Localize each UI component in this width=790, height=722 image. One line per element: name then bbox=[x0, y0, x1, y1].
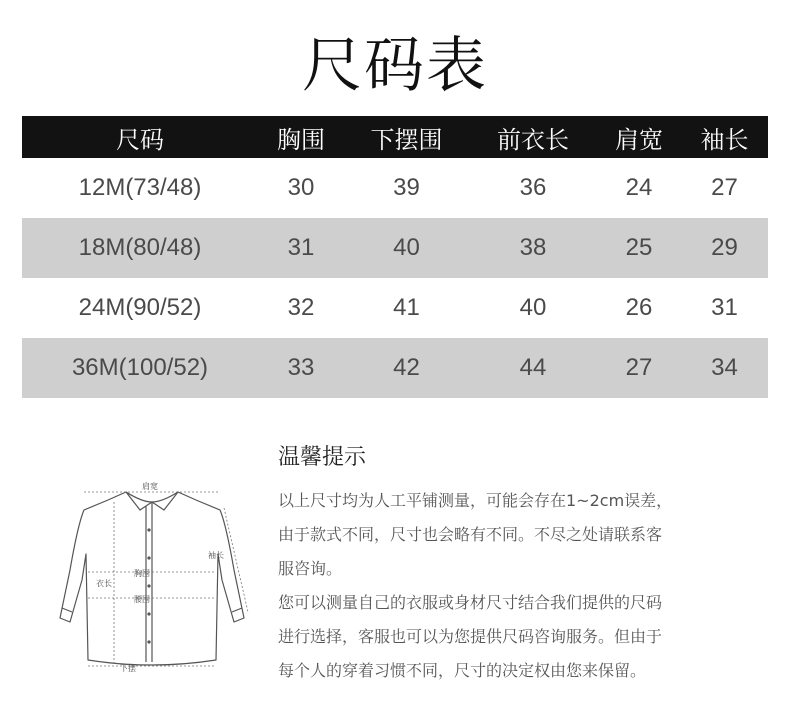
table-cell: 27 bbox=[711, 174, 738, 201]
page-title: 尺码表 bbox=[302, 31, 488, 101]
table-cell: 44 bbox=[519, 354, 547, 381]
table-cell: 40 bbox=[393, 234, 420, 261]
label-sleeve: 袖长 bbox=[208, 551, 224, 560]
label-hem: 下摆 bbox=[120, 664, 136, 672]
header-sleeve: 袖长 bbox=[700, 125, 749, 154]
table-row bbox=[22, 158, 768, 218]
table-cell: 31 bbox=[287, 234, 315, 261]
tips-line: 每个人的穿着习惯不同，尺寸的决定权由您来保留。 bbox=[278, 661, 647, 680]
tips-title: 温馨提示 bbox=[278, 445, 367, 470]
label-waist: 腰围 bbox=[134, 595, 150, 604]
table-cell: 39 bbox=[393, 174, 420, 201]
header-shoulder: 肩宽 bbox=[615, 125, 663, 154]
header-size: 尺码 bbox=[116, 125, 164, 154]
size-table bbox=[22, 116, 768, 398]
table-cell: 41 bbox=[393, 294, 420, 321]
table-cell: 40 bbox=[519, 294, 547, 321]
table-cell: 33 bbox=[287, 354, 315, 381]
table-row bbox=[22, 338, 768, 398]
tips-text bbox=[278, 484, 748, 688]
table-cell: 34 bbox=[711, 354, 738, 381]
label-chest: 胸围 bbox=[134, 569, 150, 578]
tips-line: 进行选择，客服也可以为您提供尺码咨询服务。但由于 bbox=[278, 627, 663, 646]
table-cell: 24 bbox=[625, 174, 653, 201]
table-cell: 27 bbox=[625, 354, 653, 381]
table-cell: 26 bbox=[625, 294, 653, 321]
table-cell: 38 bbox=[519, 234, 547, 261]
table-header bbox=[22, 116, 768, 158]
label-length: 衣长 bbox=[96, 579, 112, 588]
table-cell: 42 bbox=[393, 354, 420, 381]
table-cell: 12M(73/48) bbox=[78, 174, 202, 201]
table-cell: 30 bbox=[287, 174, 315, 201]
table-cell: 25 bbox=[625, 234, 653, 261]
label-shoulder: 肩宽 bbox=[142, 482, 158, 491]
table-cell: 29 bbox=[711, 234, 738, 261]
table-cell: 24M(90/52) bbox=[78, 294, 202, 321]
table-cell: 31 bbox=[711, 294, 738, 321]
header-chest: 胸围 bbox=[277, 125, 325, 154]
table-cell: 32 bbox=[287, 294, 315, 321]
header-front-length: 前衣长 bbox=[497, 125, 569, 154]
header-hem: 下摆围 bbox=[370, 125, 443, 154]
table-cell: 36M(100/52) bbox=[71, 354, 209, 381]
tips-line: 由于款式不同，尺寸也会略有不同。不尽之处请联系客 bbox=[278, 525, 663, 544]
sleeve-guide bbox=[224, 508, 248, 612]
tips-line: 您可以测量自己的衣服或身材尺寸结合我们提供的尺码 bbox=[278, 593, 663, 612]
table-row bbox=[22, 278, 768, 338]
tips-line: 以上尺寸均为人工平铺测量，可能会存在1~2cm误差， bbox=[278, 491, 673, 510]
table-cell: 18M(80/48) bbox=[78, 234, 202, 261]
tips-line: 服咨询。 bbox=[278, 559, 343, 578]
shirt-diagram bbox=[48, 480, 260, 672]
table-row bbox=[22, 218, 768, 278]
table-cell: 36 bbox=[519, 174, 547, 201]
